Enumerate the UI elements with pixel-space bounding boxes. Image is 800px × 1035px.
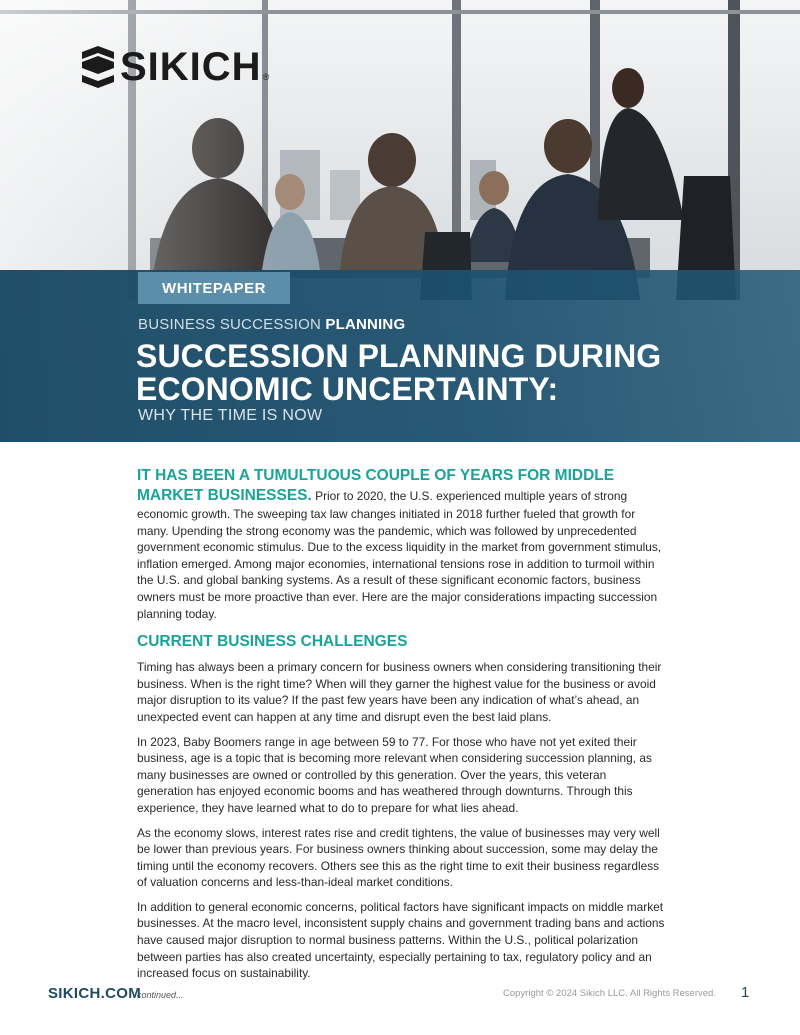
body-paragraph: In 2023, Baby Boomers range in age between 59 to 77. For those who have not yet exited their business, age is a topic that is becoming more relevant when considering succession planning, as many businesses are owned or controlled by this generation. Over the years, this veteran generation has enjoyed economic booms and has weathered through downturns. Through this experience, they have learned what to do to prepare for what lies ahead. [137, 734, 652, 815]
eyebrow-bold: PLANNING [325, 316, 406, 333]
logo-wordmark: SIKICH [120, 45, 262, 89]
lead-heading: IT HAS BEEN A TUMULTUOUS COUPLE OF YEARS FOR MIDDLE MARKET BUSINESSES. [137, 467, 615, 504]
eyebrow-light: BUSINESS SUCCESSION [138, 316, 326, 333]
page-title [136, 340, 776, 406]
lead-paragraph [137, 466, 665, 622]
article-body [137, 466, 665, 1000]
body-paragraph: In addition to general economic concerns, political factors have significant impacts on middle market businesses. At the macro level, inconsistent supply chains and government trading bans and actions have caused major disruption to normal business patterns. Within the U.S., political polarization between parties has also created uncertainty, especially pertaining to tax, regulatory policy and an increased focus on sustainability. [137, 899, 665, 981]
sikich-mark-icon [82, 46, 114, 88]
page-number: 1 [741, 984, 750, 1001]
sikich-logo [82, 44, 269, 90]
footer-copyright: Copyright © 2024 Sikich LLC. All Rights Reserved. [503, 988, 716, 999]
category-eyebrow [138, 316, 405, 333]
continued-note: continued... [137, 989, 184, 1000]
body-paragraph: Timing has always been a primary concern for business owners when considering transitioning their business. When is the right time? When will they garner the highest value for the business or avoid major disruption to its value? If the past few years have been any indication of what’s ahead, an unexpected event can happen at any time and disrupt even the best laid plans. [137, 660, 662, 724]
section-heading: CURRENT BUSINESS CHALLENGES [137, 633, 408, 651]
lead-text: Prior to 2020, the U.S. experienced multiple years of strong economic growth. The sweeping tax law changes initiated in 2018 further fueled that growth for many. Upending the strong economy was the pandemic, which was followed by unprecedented government economic stimulus. Due to the excess liquidity in the market from government stimulus, inflation emerged. Among major economies, international tensions rose in addition to turmoil within the U.S. and global banking systems. As a result of these significant economic factors, business owners must be more proactive than ever. Here are the major considerations impacting succession planning today. [137, 489, 662, 621]
whitepaper-badge: WHITEPAPER [138, 272, 290, 304]
title-line-1: SUCCESSION PLANNING DURING [136, 338, 662, 374]
footer-website-link[interactable]: SIKICH.COM [48, 985, 141, 1002]
title-line-2: ECONOMIC UNCERTAINTY: [136, 371, 559, 407]
page-subtitle: WHY THE TIME IS NOW [138, 407, 323, 424]
registered-mark: ® [262, 72, 270, 82]
body-paragraph: As the economy slows, interest rates rise and credit tightens, the value of businesses may very well be lower than previous years. For business owners thinking about succession, some may delay the timing until the economy recovers. Others see this as the right time to exit their business regardless of valuation concerns and less-than-ideal market conditions. [137, 825, 660, 890]
